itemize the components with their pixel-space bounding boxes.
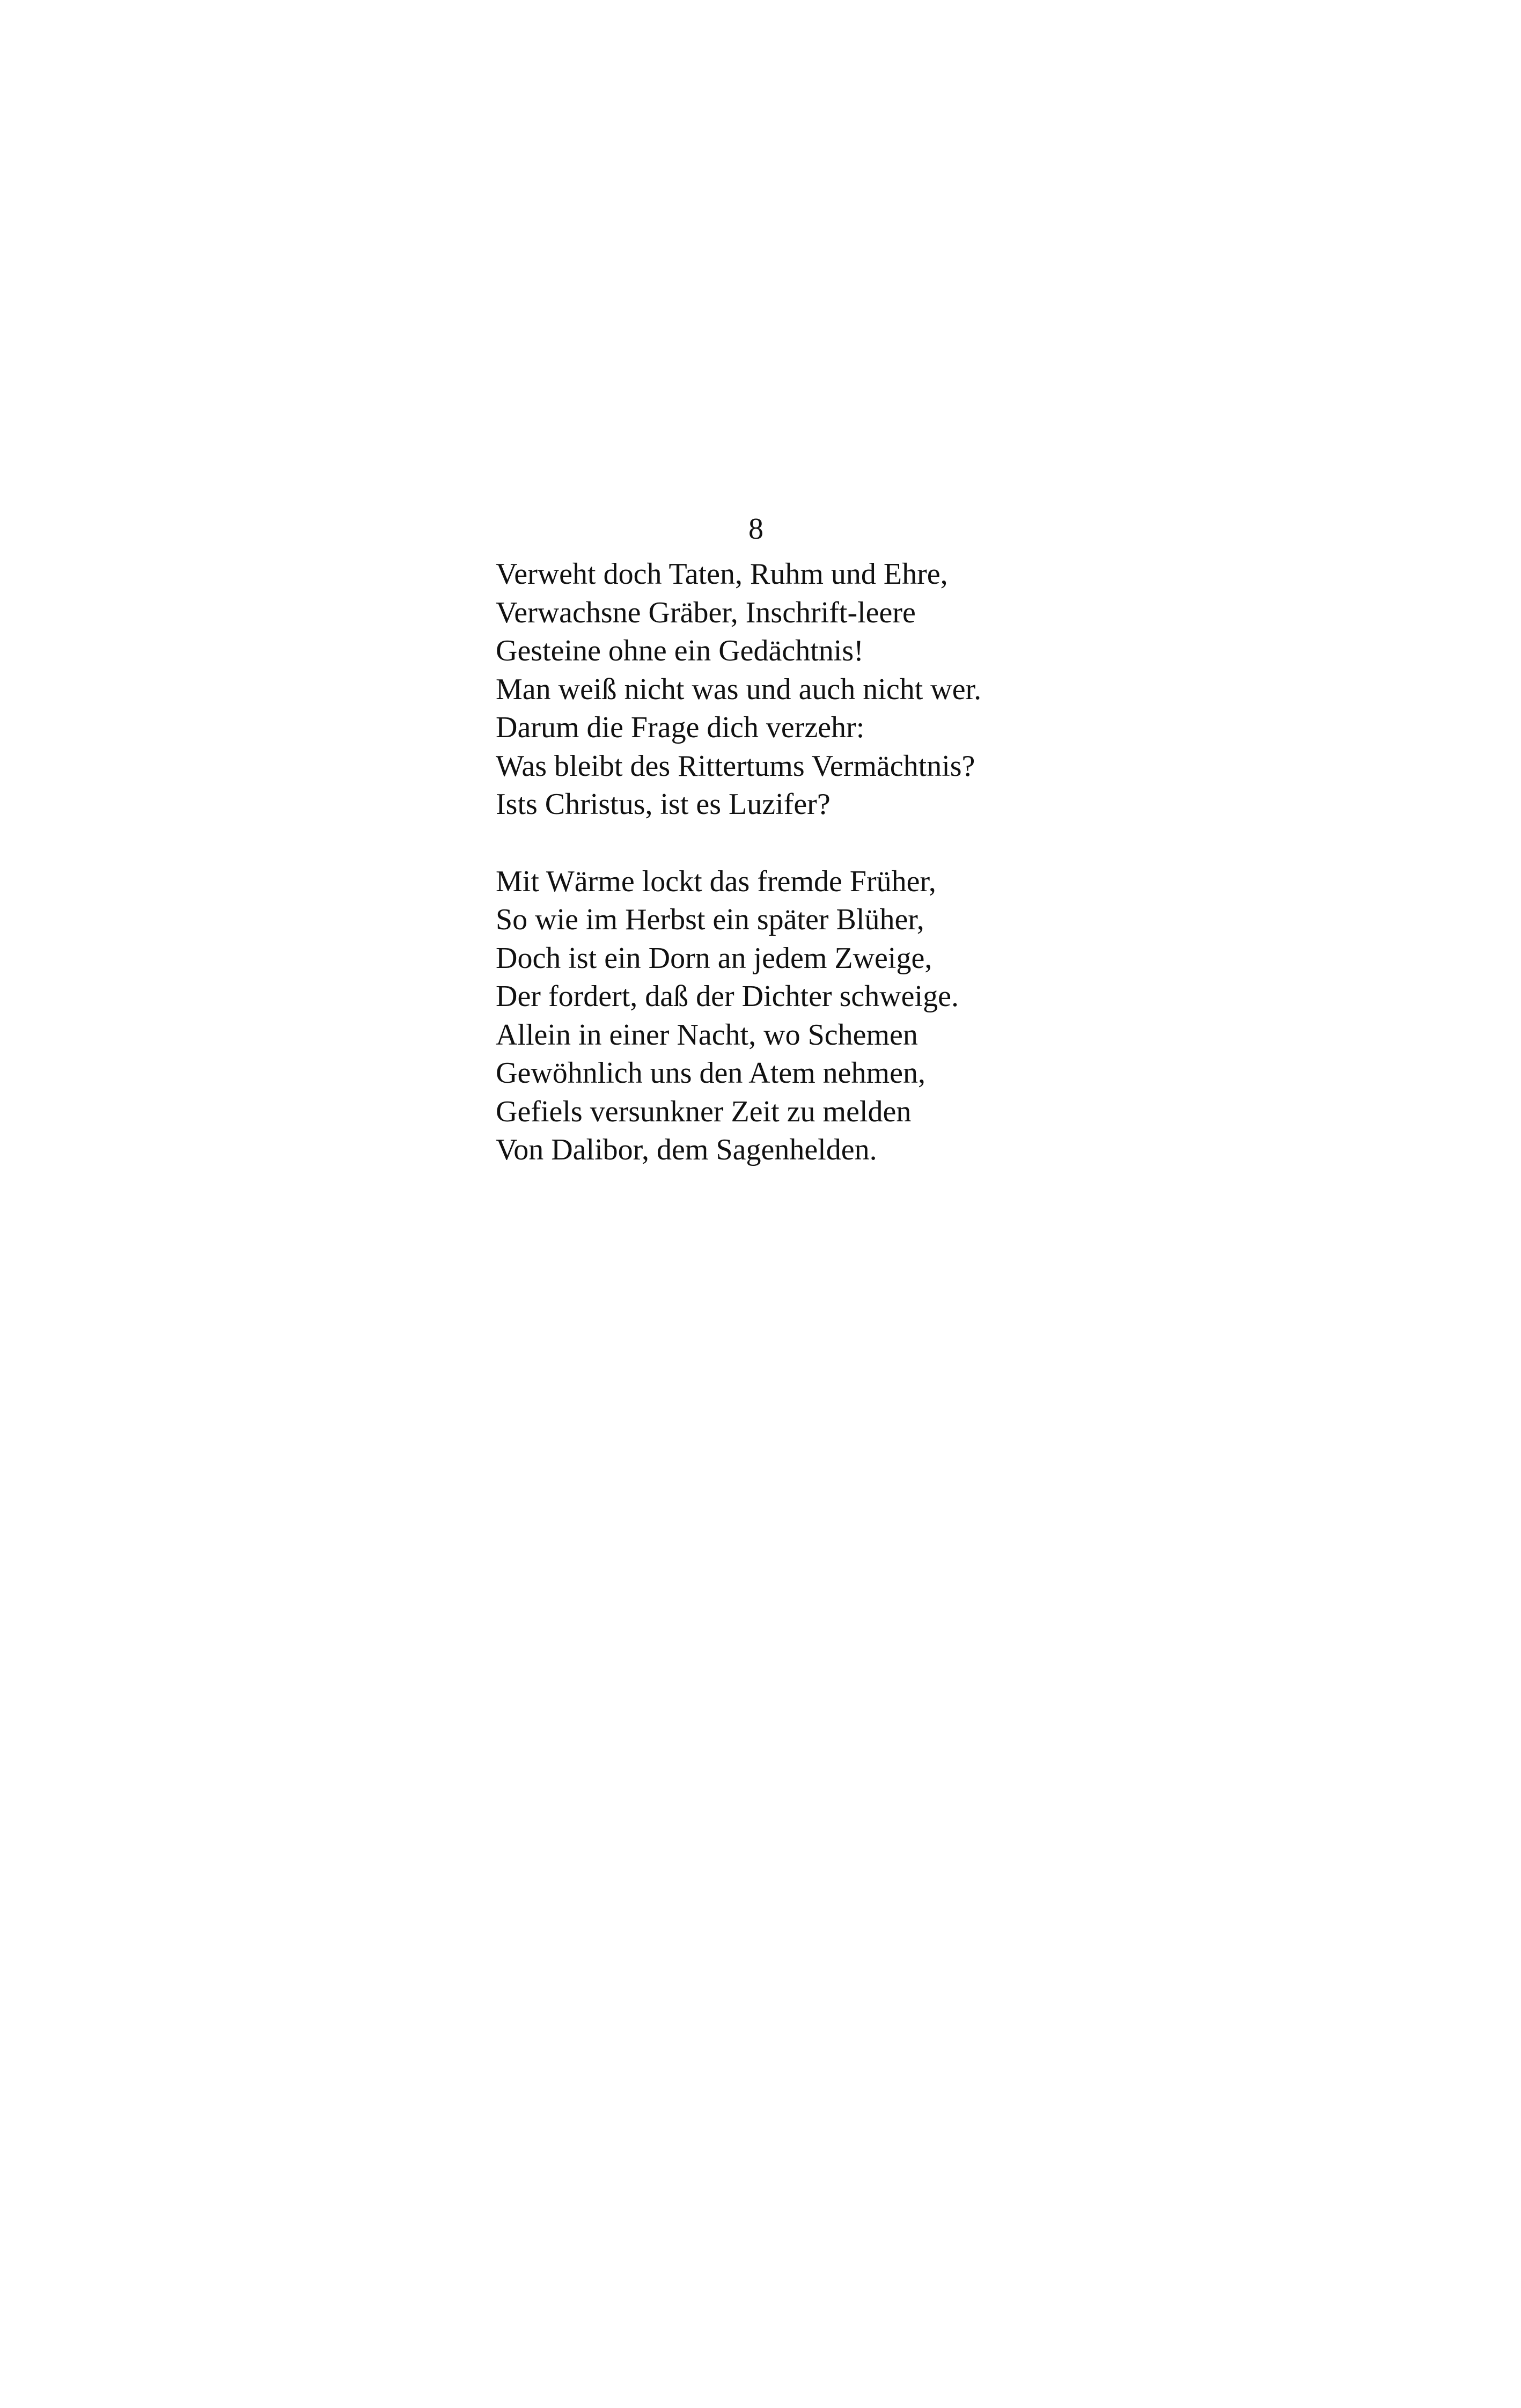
poem-line: Ists Christus, ist es Luzifer?: [496, 788, 831, 821]
poem-line: Gewöhnlich uns den Atem nehmen,: [496, 1056, 925, 1090]
stanza-1: [496, 555, 1300, 824]
poem-line: Doch ist ein Dorn an jedem Zweige,: [496, 941, 932, 975]
poem: [496, 555, 1300, 1170]
stanza-2: [496, 863, 1300, 1170]
poem-line: Gefiels versunkner Zeit zu melden: [496, 1095, 912, 1128]
poem-line: So wie im Herbst ein später Blüher,: [496, 903, 924, 936]
poem-line: Verweht doch Taten, Ruhm und Ehre,: [496, 557, 948, 591]
poem-line: Verwachsne Gräber, Inschrift-leere: [496, 596, 916, 629]
poem-line: Was bleibt des Rittertums Vermächtnis?: [496, 749, 975, 783]
poem-line: Von Dalibor, dem Sagenhelden.: [496, 1133, 877, 1166]
page-number: 8: [748, 512, 763, 546]
poem-line: Mit Wärme lockt das fremde Früher,: [496, 864, 936, 898]
poem-line: Allein in einer Nacht, wo Schemen: [496, 1018, 918, 1052]
poem-line: Gesteine ohne ein Gedächtnis!: [496, 634, 864, 667]
poem-line: Der fordert, daß der Dichter schweige.: [496, 980, 959, 1013]
poem-line: Darum die Frage dich verzehr:: [496, 711, 865, 744]
poem-line: Man weiß nicht was und auch nicht wer.: [496, 672, 982, 706]
